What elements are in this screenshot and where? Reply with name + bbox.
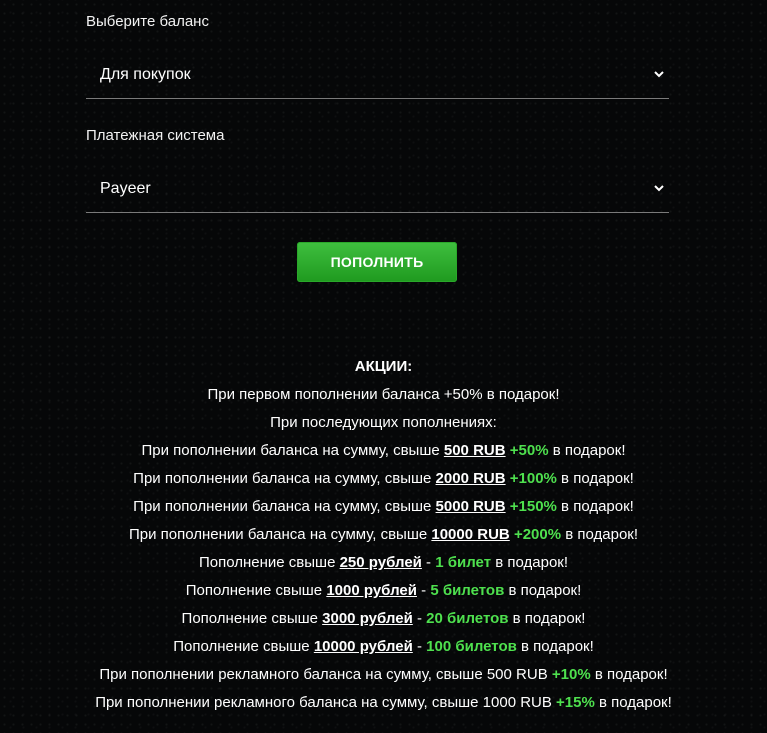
promo-bonus: 20 билетов — [426, 610, 509, 627]
promo-ticket: Пополнение свыше 250 рублей - 1 билет в подарок! — [198, 554, 569, 571]
promo-amount: 500 RUB — [443, 442, 506, 459]
promo-bonus: +50% — [509, 442, 549, 459]
promo-section — [0, 356, 767, 720]
promo-title: АКЦИИ: — [354, 358, 413, 375]
promo-amount: 10000 рублей — [313, 638, 413, 655]
promo-amount: 3000 рублей — [322, 610, 413, 627]
balance-select-value: Для покупок — [100, 66, 191, 83]
promo-bonus: +100% — [509, 470, 557, 487]
payment-system-label: Платежная система — [86, 127, 225, 144]
promo-next-intro: При последующих пополнениях: — [270, 414, 497, 431]
promo-amount: 10000 RUB — [431, 526, 510, 543]
promo-bonus: 1 билет — [435, 554, 492, 571]
promo-bonus: +150% — [509, 498, 557, 515]
promo-ticket: Пополнение свыше 1000 рублей - 5 билетов в подарок! — [185, 582, 582, 599]
promo-tier: При пополнении баланса на сумму, свыше 10000 RUB +200% в подарок! — [128, 526, 639, 543]
promo-tier: При пополнении баланса на сумму, свыше 2000 RUB +100% в подарок! — [133, 470, 634, 487]
promo-ticket: Пополнение свыше 10000 рублей - 100 билетов в подарок! — [173, 638, 594, 655]
promo-bonus: 100 билетов — [426, 638, 517, 655]
chevron-down-icon — [653, 68, 665, 80]
promo-first-bonus: При первом пополнении баланса +50% в подарок! — [207, 386, 560, 403]
promo-ticket: Пополнение свыше 3000 рублей - 20 билетов в подарок! — [181, 610, 586, 627]
balance-label: Выберите баланс — [86, 13, 209, 30]
promo-bonus: +15% — [556, 694, 595, 711]
chevron-down-icon — [653, 182, 665, 194]
promo-bonus: +10% — [551, 666, 591, 683]
promo-amount: 1000 рублей — [326, 582, 417, 599]
deposit-submit-button[interactable]: ПОПОЛНИТЬ — [297, 242, 457, 282]
promo-amount: 250 рублей — [339, 554, 422, 571]
promo-ad: При пополнении рекламного баланса на сумму, свыше 1000 RUB +15% в подарок! — [95, 694, 672, 711]
promo-amount: 2000 RUB — [435, 470, 506, 487]
promo-tier: При пополнении баланса на сумму, свыше 5000 RUB +150% в подарок! — [133, 498, 634, 515]
promo-amount: 5000 RUB — [435, 498, 506, 515]
promo-bonus: 5 билетов — [430, 582, 505, 599]
payment-system-select-value: Payeer — [100, 180, 151, 197]
balance-select[interactable] — [86, 58, 669, 99]
promo-bonus: +200% — [513, 526, 562, 543]
payment-system-select[interactable] — [86, 172, 669, 213]
promo-ad: При пополнении рекламного баланса на сумму, свыше 500 RUB +10% в подарок! — [99, 666, 668, 683]
promo-tier: При пополнении баланса на сумму, свыше 500 RUB +50% в подарок! — [141, 442, 626, 459]
